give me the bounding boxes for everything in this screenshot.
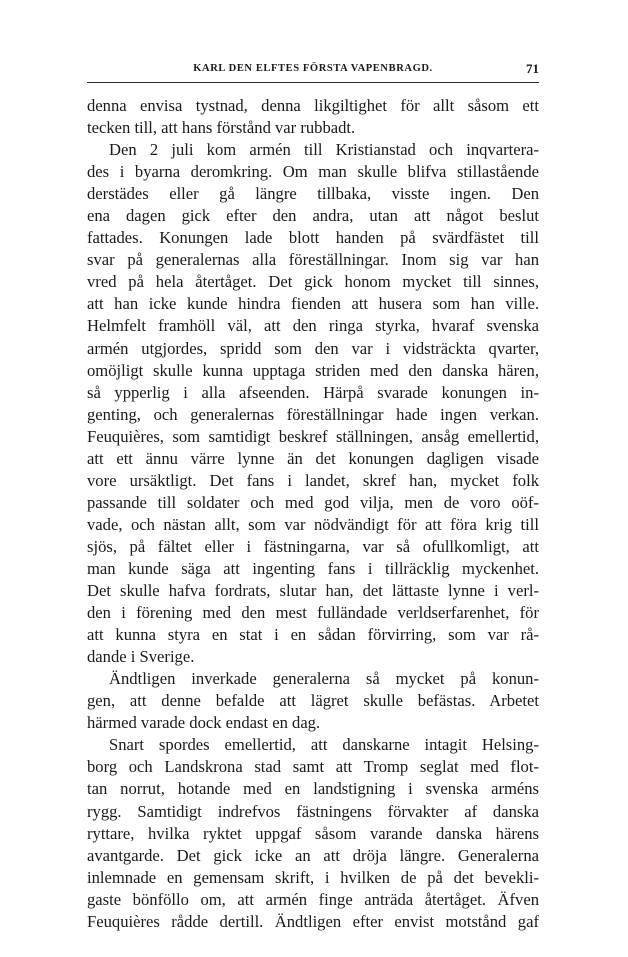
text-line: så ypperlig i alla afseenden. Härpå svarade konungen in- <box>87 382 539 402</box>
text-line: den i förening med den mest fulländade verldserfarenhet, för <box>87 603 539 623</box>
text-line: omöjligt skulle kunna upptaga striden med den danska hären, <box>87 360 539 380</box>
text-line: passande till soldater och med god vilja, men de voro oöf- <box>87 492 539 512</box>
text-line: Den 2 juli kom armén till Kristianstad och inqvartera- <box>109 140 539 160</box>
running-title: KARL DEN ELFTES FÖRSTA VAPENBRAGD. <box>193 63 433 74</box>
text-line: Feuquières, som samtidigt beskref ställningen, ansåg emellertid, <box>87 426 539 446</box>
text-line: tecken till, att hans förstånd var rubbadt. <box>87 118 356 138</box>
text-line: ena dagen gick efter den andra, utan att något beslut <box>87 206 539 226</box>
text-line: genting, och generalernas föreställningar hade ingen verkan. <box>87 404 539 424</box>
text-line: vade, och nästan allt, som var nödvändigt för att föra krig till <box>87 514 539 534</box>
text-line: Snart spordes emellertid, att danskarne intagit Helsing- <box>109 735 539 755</box>
text-line: rygg. Samtidigt indrefvos fästningens förvakter af danska <box>87 801 539 821</box>
text-line: denna envisa tystnad, denna likgiltighet för allt såsom ett <box>87 96 539 115</box>
text-line: att ett ännu värre lynne än det konungen dagligen visade <box>87 448 539 468</box>
text-line: inlemnade en gemensam skrift, i hvilken de på det bevekli- <box>87 867 539 887</box>
text-line: Helmfelt framhöll väl, att den ringa styrka, hvaraf svenska <box>87 316 539 336</box>
text-line: sjös, på fältet eller i fästningarna, var så ofullkomligt, att <box>87 536 539 556</box>
text-line: vred på hela återtåget. Det gick honom mycket till sinnes, <box>87 272 539 292</box>
text-line: gen, att denne befalde att lägret skulle befästas. Arbetet <box>87 691 539 711</box>
text-line: borg och Landskrona stad samt att Tromp seglat med flot- <box>87 757 539 777</box>
text-line: att han icke kunde hindra fienden att husera som han ville. <box>87 294 539 314</box>
text-line: härmed varade dock endast en dag. <box>87 713 321 733</box>
body-text <box>87 95 539 933</box>
text-line: Ändtligen inverkade generalerna så mycket på konun- <box>109 669 539 689</box>
text-line: armén utgjordes, spridd som den var i vidsträckta qvarter, <box>87 338 539 358</box>
text-line: svar på generalernas alla föreställningar. Inom sig var han <box>87 250 539 270</box>
text-line: ryttare, hvilka ryktet uppgaf såsom varande danska härens <box>87 823 539 843</box>
text-line: gaste bönföllo om, att armén finge anträda återtåget. Äfven <box>87 889 539 909</box>
text-line: att kunna styra en stat i en sådan förvirring, som var rå- <box>87 625 539 645</box>
text-line: fattades. Konungen lade blott handen på svärdfästet till <box>87 228 539 248</box>
text-line: avantgarde. Det gick icke an att dröja längre. Generalerna <box>87 845 539 865</box>
text-line: derstädes eller gå längre tillbaka, visste ingen. Den <box>87 184 539 204</box>
page-number: 71 <box>526 61 539 76</box>
text-line: tan norrut, hotande med en landstigning i svenska arméns <box>87 779 539 799</box>
text-line: Det skulle hafva fordrats, slutar han, det lättaste lynne i verl- <box>87 581 539 601</box>
text-line: Feuquières rådde dertill. Ändtligen efter envist motstånd gaf <box>87 911 539 931</box>
text-line: dande i Sverige. <box>87 647 195 667</box>
text-line: vore ursäktligt. Det fans i landet, skref han, mycket folk <box>87 470 539 490</box>
text-line: des i byarna deromkring. Om man skulle blifva stillastående <box>87 162 539 182</box>
text-line: man kunde säga att ingenting fans i tillräcklig myckenhet. <box>87 558 539 578</box>
running-head <box>87 60 539 83</box>
